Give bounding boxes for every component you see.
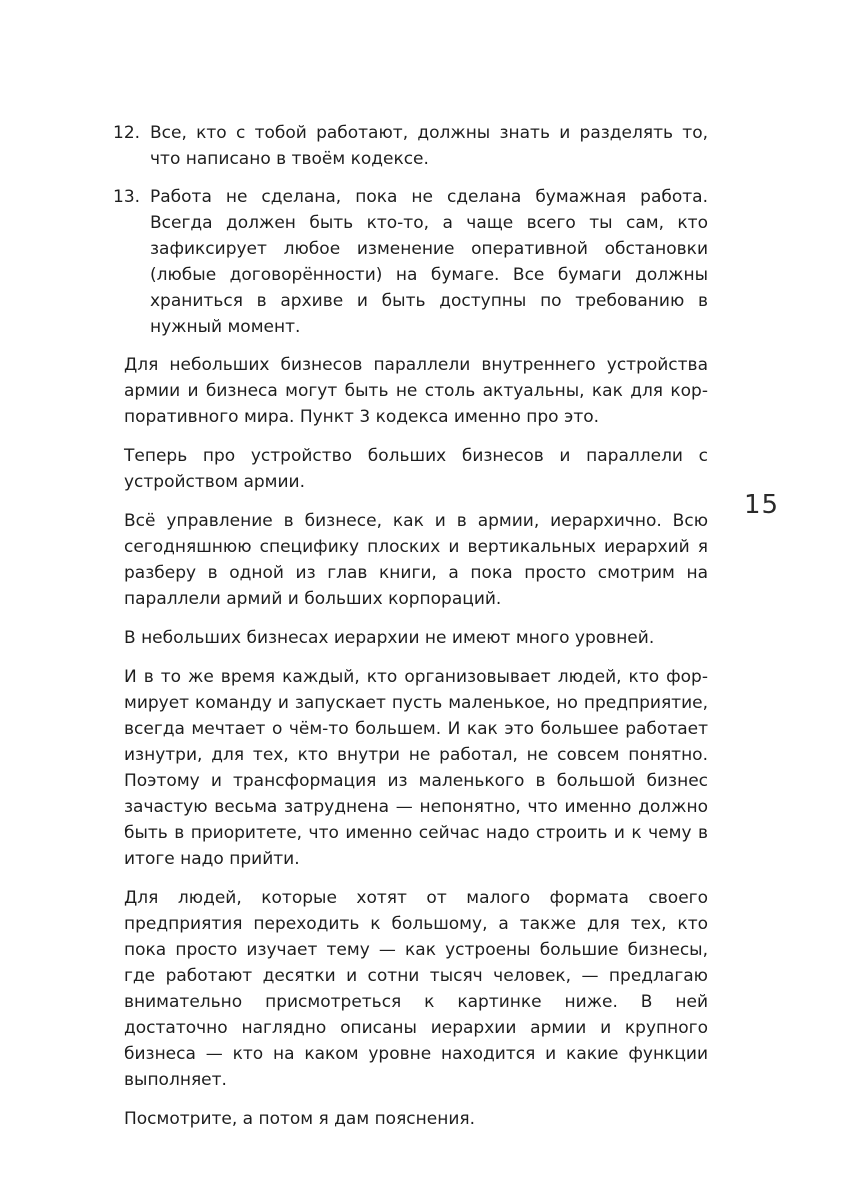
paragraph: Для людей, которые хотят от малого формата своего предприятия переходить к большому, а также для тех, кто пока просто изучает тему — как устроены большие бизнесы, где работают десятки и сотни тысяч человек, — предлагаю внимательно присмотреться к картинке ниже. В ней достаточно наглядно описаны иерархии армии и крупного бизнеса — кто на каком уровне находится и какие функции выполняет.: [124, 888, 708, 1090]
paragraph: Теперь про устройство больших бизнесов и параллели с устройством армии.: [124, 446, 708, 492]
paragraph: В небольших бизнесах иерархии не имеют много уровней.: [124, 628, 655, 648]
list-item-text: Все, кто с тобой работают, должны знать и разделять то, что написано в твоём кодексе.: [150, 123, 708, 169]
list-item-number: 13.: [113, 187, 141, 207]
paragraph: Всё управление в бизнесе, как и в армии, иерархично. Всю сегодняшнюю специфику плоских и вертикальных иерархий я разберу в одной из глав книги, а пока просто смотрим на параллели армий и больших корпораций.: [124, 511, 708, 609]
paragraph: И в то же время каждый, кто организовывает людей, кто формирует команду и запускает пусть маленькое, но предприятие, всегда мечтает о чём-то большем. И как это большее работает изнутри, для тех, кто внутри не работал, не совсем понятно. Поэтому и трансформация из маленького в большой бизнес зачастую весьма затруднена — непонятно, что именно должно быть в приоритете, что именно сейчас надо строить и к чему в итоге надо прийти.: [124, 667, 708, 869]
page-body-text: [113, 120, 708, 1145]
list-item-number: 12.: [113, 123, 141, 143]
page-number: 15: [744, 490, 780, 520]
list-item: [113, 184, 708, 340]
paragraph: Посмотрите, а потом я дам пояснения.: [124, 1109, 476, 1129]
list-item-text: Работа не сделана, пока не сделана бумажная работа. Всегда должен быть кто-то, а чаще всего ты сам, кто зафиксирует любое изменение оперативной обстановки (любые договорённости) на бумаге. Все бумаги должны храниться в архиве и быть доступны по требованию в нужный момент.: [150, 187, 708, 337]
list-item: [113, 120, 708, 172]
paragraph: Для небольших бизнесов параллели внутреннего устройства армии и бизнеса могут быть не столь актуальны, как для корпоративного мира. Пункт 3 кодекса именно про это.: [124, 355, 708, 427]
